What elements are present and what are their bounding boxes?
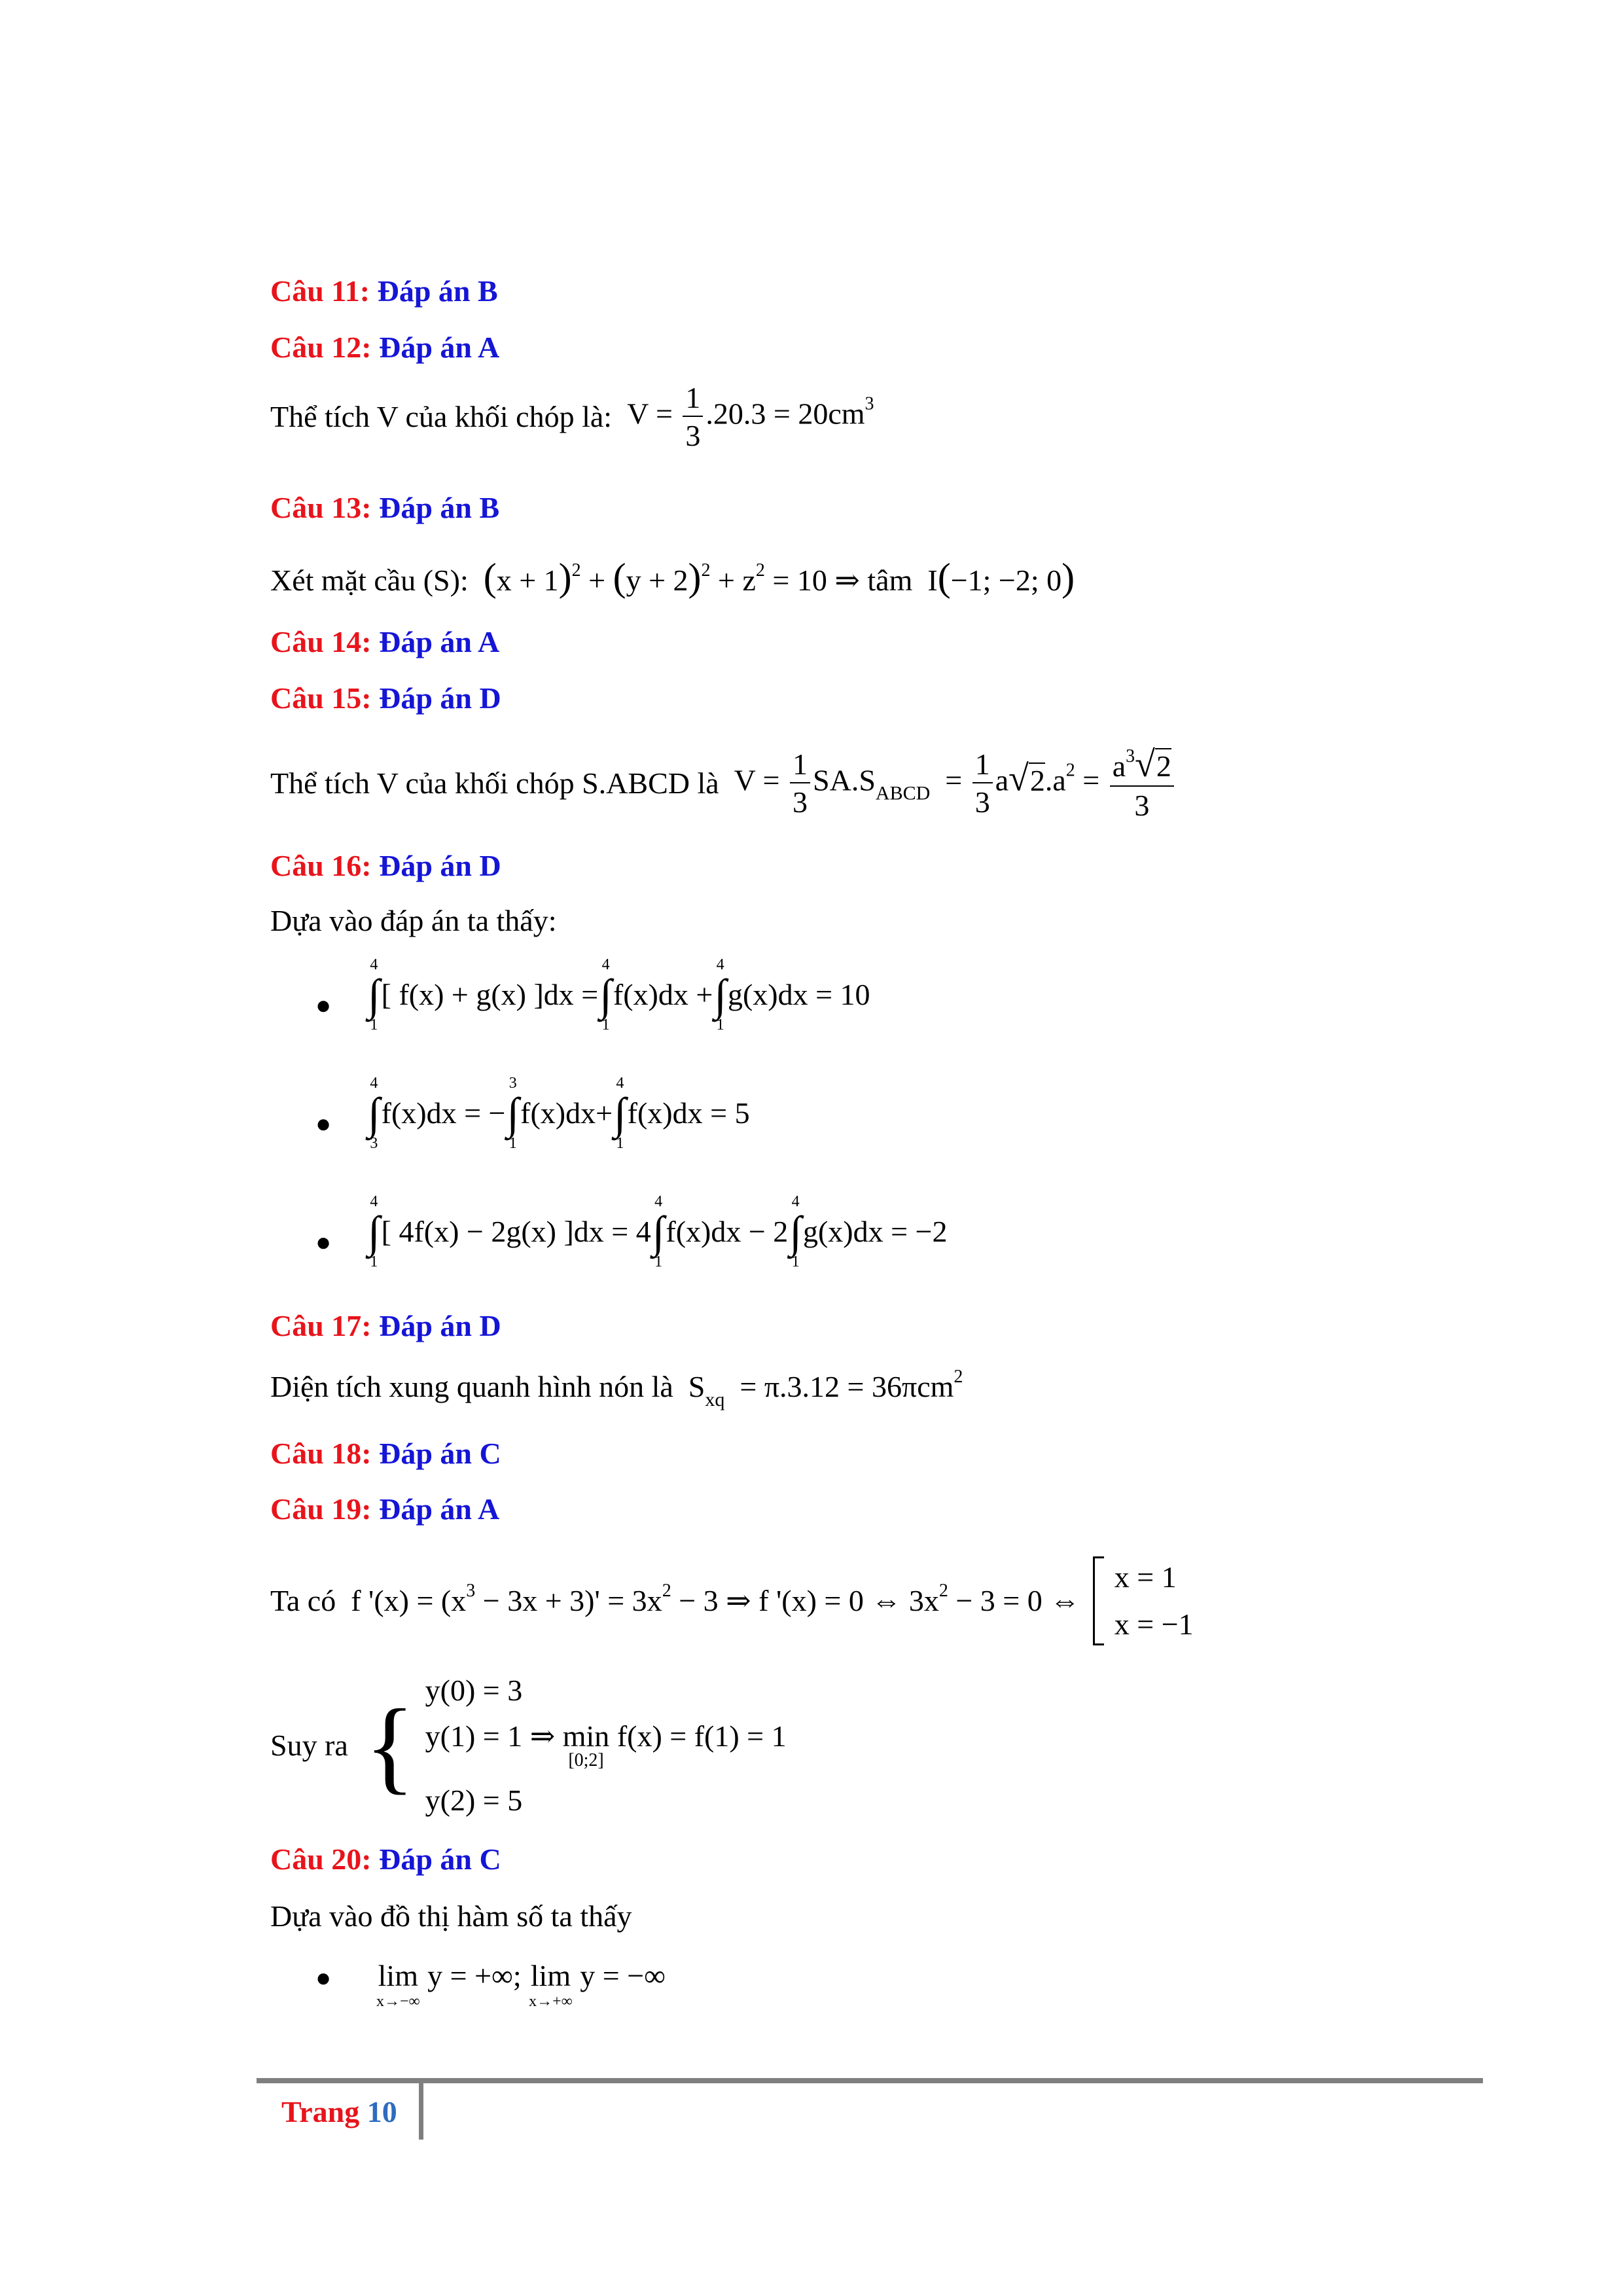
solution-text: Xét mặt cầu (S):: [270, 564, 469, 597]
bullet-icon: ●: [315, 1227, 332, 1257]
answer-line-20: [270, 1844, 501, 1874]
answer-label: Đáp án C: [379, 1437, 501, 1470]
solution-12: [270, 383, 874, 451]
answer-label: Đáp án D: [379, 849, 501, 882]
formula: V = $\frac{1}{3}$ $SA.S_{ABCD}$ = $\frac{1}{3}$ $a√2.a^2$ = $\frac{a^3√2}{3}$: [726, 746, 1177, 821]
solution-19b: [270, 1676, 787, 1816]
answer-line-11: [270, 276, 498, 306]
solution-19: [270, 1556, 1194, 1645]
bullet-icon: ●: [315, 1109, 332, 1138]
formula: $(x + 1)^2 + (y + 2)^2 + z^2 = 10$ ⇒: [483, 556, 868, 599]
answer-line-13: [270, 493, 499, 523]
answer-label: Đáp án D: [379, 681, 501, 715]
solution-text: Dựa vào đồ thị hàm số ta thấy: [270, 1899, 632, 1933]
bullet-icon: ●: [315, 1963, 332, 1992]
solution-17: [270, 1367, 963, 1410]
solution-13: [270, 558, 1075, 597]
solution-text: Diện tích xung quanh hình nón là: [270, 1370, 673, 1403]
formula-values: y(0) = 3 y(1) = 1 ⇒ min [0;2] f(x) = f(1) = 1 y(2) = 5: [425, 1674, 787, 1817]
bullet-icon: ●: [315, 990, 332, 1020]
answer-line-12: [270, 332, 499, 363]
formula-cases: x = 1 x = −1: [1093, 1556, 1194, 1645]
answer-label: Đáp án D: [379, 1309, 501, 1342]
formula: $S_{xq} = \pi.3.12 = 36\pi cm^2$: [681, 1367, 963, 1410]
question-label: Câu 15:: [270, 681, 372, 715]
question-label: Câu 20:: [270, 1842, 372, 1876]
solution-text: Suy ra: [270, 1729, 348, 1762]
solution-text: Ta có: [270, 1584, 336, 1617]
page-footer: [281, 2094, 397, 2129]
answer-line-18: [270, 1439, 501, 1469]
brace-icon: {: [365, 1687, 416, 1804]
answer-label: Đáp án A: [379, 625, 500, 658]
question-label: Câu 17:: [270, 1309, 372, 1342]
formula-integral-3: 4 ∫ 1 [ 4f(x) − 2g(x) ]dx = 4 4 ∫ 1 f(x)dx − 2 4 ∫ 1 g(x)dx = −2: [368, 1193, 948, 1270]
formula: V = $\frac{1}{3}$ $.20.3 = 20cm^3$: [619, 381, 874, 452]
answer-line-17: [270, 1311, 501, 1341]
solution-text: Dựa vào đáp án ta thấy:: [270, 904, 557, 937]
question-label: Câu 14:: [270, 625, 372, 658]
formula-limits: lim x→−∞ y = +∞; lim x→+∞ y = −∞: [376, 1959, 666, 2010]
solution-text: Thể tích V của khối chóp là:: [270, 400, 613, 433]
answer-line-14: [270, 627, 499, 657]
answer-label: Đáp án B: [379, 491, 500, 524]
footer-divider: [419, 2083, 423, 2140]
answer-label: Đáp án C: [379, 1842, 501, 1876]
solution-15: [270, 746, 1177, 821]
question-label: Câu 13:: [270, 491, 372, 524]
question-label: Câu 12:: [270, 331, 372, 364]
question-label: Câu 16:: [270, 849, 372, 882]
answer-line-19: [270, 1494, 499, 1524]
formula-integral-1: 4 ∫ 1 [ f(x) + g(x) ]dx = 4 ∫ 1 f(x)dx + 4 ∫ 1 g(x)dx = 10: [368, 956, 870, 1033]
answer-label: Đáp án A: [379, 331, 500, 364]
page-number: 10: [366, 2095, 397, 2128]
question-label: Câu 18:: [270, 1437, 372, 1470]
question-label: Câu 19:: [270, 1492, 372, 1526]
page-label: Trang: [281, 2095, 360, 2128]
answer-line-15: [270, 683, 501, 713]
solution-text: Thể tích V của khối chóp S.ABCD là: [270, 766, 719, 800]
formula: I(−1; −2; 0): [919, 556, 1075, 599]
formula: f '$(x) = (x^3 - 3x + 3)' = 3x^2 - 3$ ⇒ f '(x) = 0 ⇔ $3x^2 - 3 = 0$ ⇔: [343, 1581, 1080, 1617]
question-label: Câu 11:: [270, 274, 370, 308]
answer-label: Đáp án A: [379, 1492, 500, 1526]
answer-line-16: [270, 851, 501, 881]
center-text: tâm: [867, 564, 913, 597]
formula-integral-2: 4 ∫ 3 f(x)dx = − 3 ∫ 1 f(x)dx+ 4 ∫ 1 f(x)dx = 5: [368, 1075, 750, 1152]
answer-label: Đáp án B: [377, 274, 498, 308]
footer-rule: [257, 2078, 1483, 2083]
